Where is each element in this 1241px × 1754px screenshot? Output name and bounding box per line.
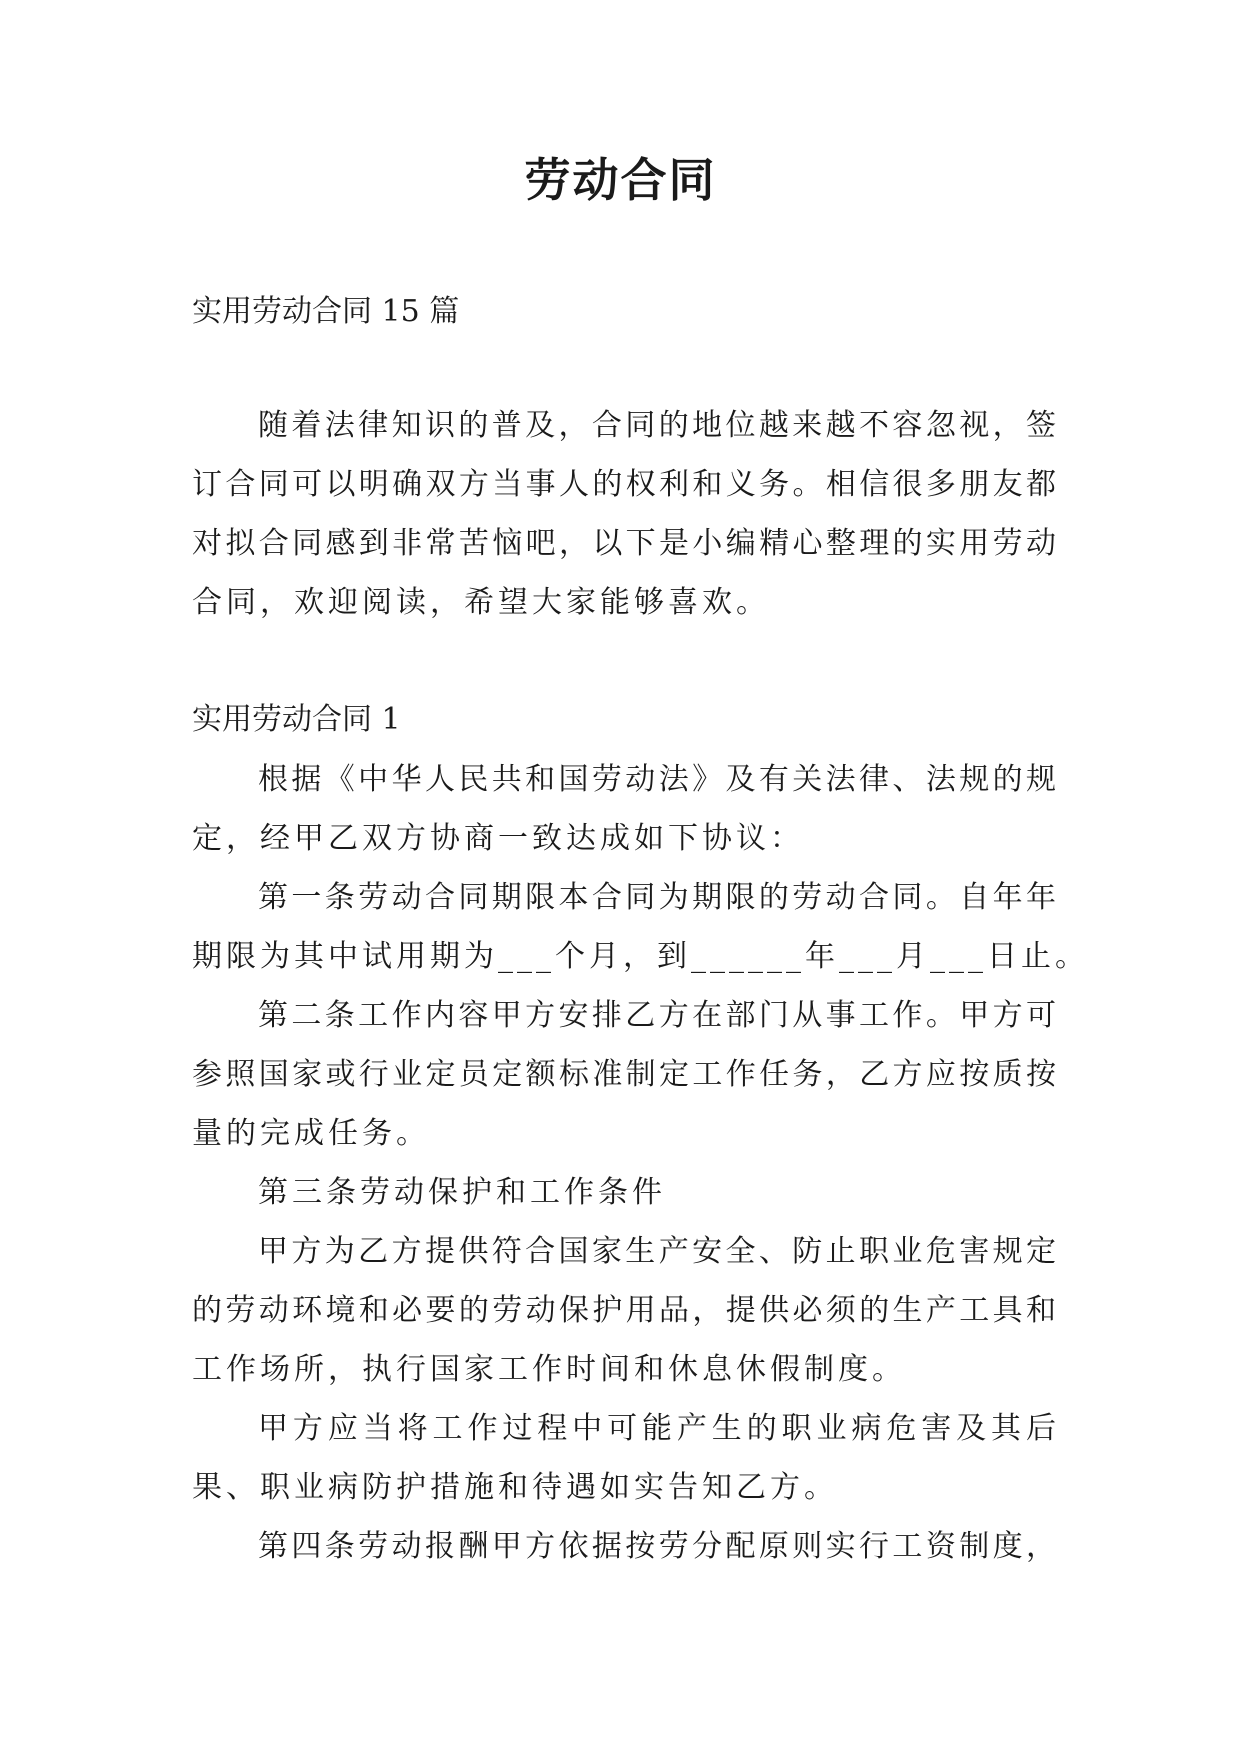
intro-paragraph (192, 406, 1056, 642)
contract-body (192, 760, 1089, 1586)
text-line-with-blanks: 期限为其中试用期为___个月，到______年___月___日止。 (192, 939, 1089, 974)
text-line: 量的完成任务。 (192, 1116, 430, 1151)
text-line: 果、职业病防护措施和待遇如实告知乙方。 (192, 1470, 838, 1505)
text-line: 第 二 条 工 作 内 容 甲 方 安 排 乙 方 在 部 门 从 事 工 作 。 甲 方 可 (258, 998, 1056, 1033)
text-line: 定，经甲乙双方协商一致达成如下协议： (192, 821, 804, 856)
text-line: 第 四 条 劳 动 报 酬 甲 方 依 据 按 劳 分 配 原 则 实 行 工 资 制 度 ， (258, 1529, 1056, 1564)
text-line: 第三条劳动保护和工作条件 (258, 1175, 666, 1210)
text-line: 对 拟 合 同 感 到 非 常 苦 恼 吧 ， 以 下 是 小 编 精 心 整 理 的 实 用 劳 动 (192, 526, 1056, 561)
text-line: 合同，欢迎阅读，希望大家能够喜欢。 (192, 585, 770, 620)
text-line: 第 一 条 劳 动 合 同 期 限 本 合 同 为 期 限 的 劳 动 合 同 。 自 年 年 (258, 880, 1056, 915)
text-line: 甲 方 为 乙 方 提 供 符 合 国 家 生 产 安 全 、 防 止 职 业 危 害 规 定 (258, 1234, 1056, 1269)
text-line: 订 合 同 可 以 明 确 双 方 当 事 人 的 权 利 和 义 务 。 相 信 很 多 朋 友 都 (192, 467, 1056, 502)
text-line: 随 着 法 律 知 识 的 普 及 ， 合 同 的 地 位 越 来 越 不 容 忽 视 ， 签 (258, 408, 1056, 443)
document-subtitle: 实用劳动合同 15 篇 (192, 294, 460, 329)
text-line: 的 劳 动 环 境 和 必 要 的 劳 动 保 护 用 品 ， 提 供 必 须 的 生 产 工 具 和 (192, 1293, 1056, 1328)
text-line: 甲 方 应 当 将 工 作 过 程 中 可 能 产 生 的 职 业 病 危 害 及 其 后 (258, 1411, 1056, 1446)
section-heading: 实用劳动合同 1 (192, 702, 401, 737)
text-line: 根 据 《 中 华 人 民 共 和 国 劳 动 法 》 及 有 关 法 律 、 法 规 的 规 (258, 762, 1056, 797)
text-line: 参 照 国 家 或 行 业 定 员 定 额 标 准 制 定 工 作 任 务 ， 乙 方 应 按 质 按 (192, 1057, 1056, 1092)
document-title: 劳动合同 (524, 153, 717, 207)
text-line: 工作场所，执行国家工作时间和休息休假制度。 (192, 1352, 906, 1387)
